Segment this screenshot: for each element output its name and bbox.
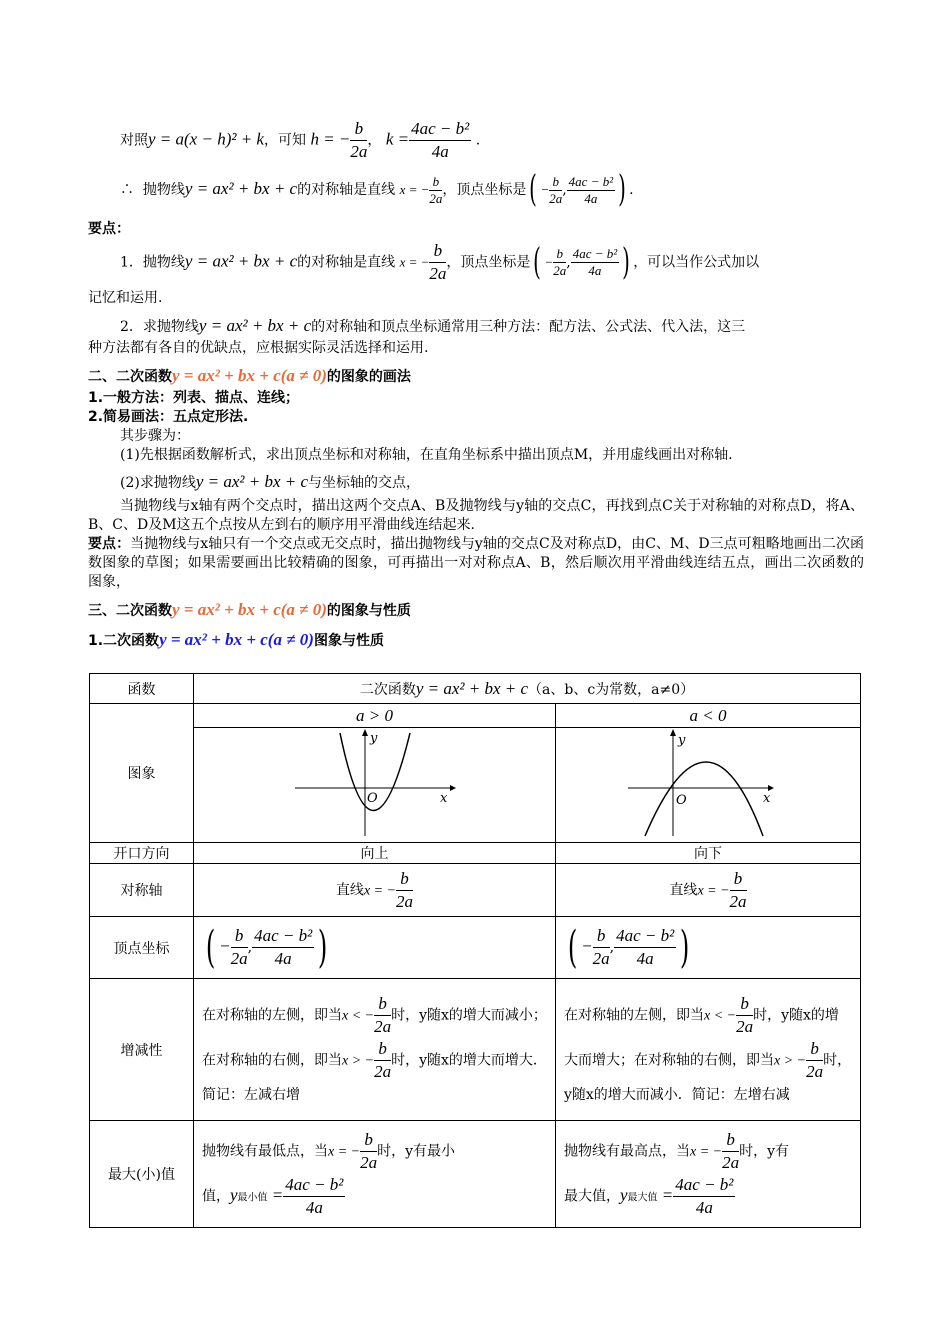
numerator: b xyxy=(549,174,562,191)
extreme-max xyxy=(556,1121,861,1228)
note-label: 要点： xyxy=(88,536,131,552)
denominator: 2a xyxy=(806,1061,824,1081)
therefore-symbol: ∴ xyxy=(120,182,134,198)
text: 的对称轴是直线 xyxy=(297,254,396,271)
text: 时，y随x的增大而减小．简记：左增右减 xyxy=(564,1052,852,1103)
denominator: 2a xyxy=(396,891,414,911)
fraction xyxy=(549,174,562,207)
denominator: 2a xyxy=(722,1153,740,1172)
formula: y = ax² + bx + c xyxy=(184,251,298,271)
numerator: 4ac − b² xyxy=(673,1174,735,1197)
numerator: b xyxy=(374,1038,391,1061)
numerator: b xyxy=(553,246,566,263)
text: 值， xyxy=(202,1188,230,1205)
opening-up: 向上 xyxy=(194,843,556,864)
text: 时，y随x的 xyxy=(391,1007,463,1023)
text: 2．求抛物线 xyxy=(120,319,199,335)
x-label: x xyxy=(439,791,447,806)
denominator: 2a xyxy=(736,1016,754,1036)
numerator: 4ac − b² xyxy=(568,173,614,189)
downward-parabola-graph xyxy=(623,728,793,838)
text: ，顶点坐标是 xyxy=(442,182,527,198)
text: 的图象的画法 xyxy=(326,369,411,385)
text: 最大值， xyxy=(564,1188,620,1205)
text: 增大而减小；在对称轴的右侧，即当 xyxy=(202,1007,547,1068)
denominator: 4a xyxy=(305,1198,323,1217)
function-cell xyxy=(194,674,861,704)
vertex-cell: ( − $\frac{b}{2a}$ , $\frac{\text{4ac − b²}}{4a}$ ) xyxy=(194,917,556,979)
origin-label: O xyxy=(676,793,687,808)
denominator: 4a xyxy=(584,190,598,206)
text: 1.二次函数 xyxy=(88,633,160,649)
graph-upward xyxy=(194,728,556,843)
paren: ( xyxy=(533,241,542,283)
fraction xyxy=(730,868,747,913)
numerator: b xyxy=(806,1038,823,1061)
method-2: 2.简易画法：五点定形法. xyxy=(88,409,249,425)
text: 的对称轴是直线 xyxy=(297,182,396,198)
a-positive-header: a > 0 xyxy=(194,704,556,728)
formula: x = − xyxy=(399,254,430,270)
row-label: 对称轴 xyxy=(90,864,194,917)
denominator: 2a xyxy=(374,1061,392,1081)
numerator: 4ac − b² xyxy=(572,246,618,261)
formula: x = − xyxy=(328,1144,361,1160)
denominator: 2a xyxy=(360,1153,378,1172)
monotonicity-down xyxy=(556,979,861,1121)
fraction xyxy=(806,1038,823,1083)
numerator: b xyxy=(736,993,753,1016)
formula: x < − xyxy=(342,1008,375,1023)
properties-table xyxy=(89,673,861,1228)
text: 时，y随x的增大而增大．简记：左减右增 xyxy=(202,1052,547,1103)
row-label: 函数 xyxy=(90,674,194,704)
denominator: 4a xyxy=(588,263,602,278)
step-2 xyxy=(88,472,896,493)
fraction xyxy=(567,174,615,207)
fraction xyxy=(553,246,566,279)
formula: y xyxy=(230,1185,238,1205)
x-label: x xyxy=(763,791,771,806)
text: 直线 xyxy=(335,882,364,898)
a-negative-header: a < 0 xyxy=(556,704,861,728)
numerator: b xyxy=(350,118,367,141)
note xyxy=(88,535,864,592)
formula: x = − xyxy=(363,883,397,898)
formula: = xyxy=(657,1185,674,1205)
fraction xyxy=(374,1038,391,1083)
vertex-cell: ( − $\frac{b}{2a}$ , $\frac{\text{4ac − b²}}{4a}$ ) xyxy=(556,917,861,979)
denominator: 2a xyxy=(230,949,248,968)
numerator: b xyxy=(360,1129,377,1152)
text: (2)求抛物线 xyxy=(120,475,196,491)
step-1: (1)先根据函数解析式，求出顶点坐标和对称轴，在直角坐标系中描出顶点M，并用虚线画出对称轴. xyxy=(120,447,733,463)
text: 1．抛物线 xyxy=(120,254,185,271)
fraction xyxy=(571,246,619,279)
formula: k = xyxy=(385,129,410,149)
fraction xyxy=(350,118,367,163)
text: 二、二次函数 xyxy=(88,369,172,385)
fraction xyxy=(231,925,248,970)
denominator: 2a xyxy=(429,264,447,283)
denominator: 4a xyxy=(636,949,654,968)
text: . xyxy=(629,182,634,198)
formula: x > − xyxy=(342,1053,375,1068)
text: ，可知 xyxy=(263,132,306,149)
numerator: b xyxy=(593,925,610,948)
formula: y = ax² + bx + c(a ≠ 0) xyxy=(172,600,327,619)
fraction xyxy=(252,925,314,970)
fraction xyxy=(283,1174,345,1219)
text: 图象与性质 xyxy=(313,633,384,649)
axis-cell xyxy=(194,864,556,917)
origin-label: O xyxy=(366,791,378,806)
key-point-1: 1．抛物线y = ax² + bx + c的对称轴是直线 x = − $\frac{b}{2a}$ ，顶点坐标是( − $\frac{b}{2a}$ , $\frac{\text{4ac − b²}}{4a}$ ) ，可以当作公式加以 xyxy=(120,241,760,283)
y-label: y xyxy=(678,733,686,748)
numerator: 4ac − b² xyxy=(614,925,676,948)
axis-cell xyxy=(556,864,861,917)
text: 种方法都有各自的优缺点，应根据实际灵活选择和运用. xyxy=(88,340,429,356)
formula: y = ax² + bx + c xyxy=(184,179,298,198)
denominator: 4a xyxy=(274,949,292,968)
key-points-label: 要点： xyxy=(88,221,130,237)
text: 在对称轴的左侧，即当 xyxy=(564,1007,704,1023)
text: （a、b、c为常数，a≠0） xyxy=(528,681,695,698)
numerator: b xyxy=(231,925,248,948)
denominator: 2a xyxy=(553,263,567,278)
opening-down: 向下 xyxy=(556,843,861,864)
text: 二次函数 xyxy=(359,681,416,698)
formula: y = ax² + bx + c xyxy=(198,316,312,335)
formula: y = ax² + bx + c xyxy=(415,678,529,698)
formula: y = ax² + bx + c(a ≠ 0) xyxy=(159,630,314,649)
formula: y = a(x − h)² + k xyxy=(148,129,264,149)
section-3-heading xyxy=(88,600,864,621)
numerator: b xyxy=(730,868,747,891)
text: 三、二次函数 xyxy=(88,603,172,619)
text: 即当 xyxy=(746,1052,774,1068)
denominator: 2a xyxy=(592,949,610,968)
numerator: 4ac − b² xyxy=(409,118,471,141)
text: 时，y有 xyxy=(739,1143,790,1160)
therefore-line: ∴ 抛物线y = ax² + bx + c的对称轴是直线 x = − $\frac{b}{2a}$ ，顶点坐标是( − $\frac{b}{2a}$ , $\frac{\text{4ac − b²}}{4a}$ ) . xyxy=(120,169,634,210)
fraction xyxy=(429,174,442,207)
text: 直线 xyxy=(669,882,698,898)
text: 抛物线 xyxy=(142,182,185,198)
row-label: 顶点坐标 xyxy=(90,917,194,979)
text: 对照 xyxy=(120,132,148,149)
numerator: b xyxy=(429,174,442,191)
step-2-detail: 当抛物线与x轴有两个交点时，描出这两个交点A、B及抛物线与y轴的交点C，再找到点C关于对称轴的对称点D，将A、B、C、D及M这五个点按从左到右的顺序用平滑曲线连结起来. xyxy=(88,498,864,533)
formula: x = − xyxy=(399,182,430,197)
text: 抛物线有最高点，当 xyxy=(564,1143,690,1160)
fraction xyxy=(736,993,753,1038)
text: ，可以当作公式加以 xyxy=(633,254,760,271)
vertex-derivation-line xyxy=(88,118,896,163)
key-point-2 xyxy=(88,316,896,337)
paren: ) xyxy=(622,241,631,283)
text: ，顶点坐标是 xyxy=(446,254,531,271)
denominator: 4a xyxy=(431,142,449,161)
graph-downward xyxy=(556,728,861,843)
text: 的图象与性质 xyxy=(326,603,411,619)
y-arrow-icon xyxy=(670,729,676,736)
text: 时，y随x的增大而增大；在对称轴的右侧， xyxy=(564,1007,839,1068)
row-label: 最大(小)值 xyxy=(90,1121,194,1228)
text: 当抛物线与x轴只有一个交点或无交点时，描出抛物线与y轴的交点C及对称点D，由C、M、D三点可粗略地画出二次函数图象的草图；如果需要画出比较精确的图象，可再描出一对对称点A、B，然后顺次用平滑曲线连结五点，画出二次函数的图象， xyxy=(88,536,864,590)
extreme-min xyxy=(194,1121,556,1228)
formula: x = − xyxy=(697,883,730,898)
y-arrow-icon xyxy=(362,729,368,736)
fraction xyxy=(396,868,413,913)
formula: h = − xyxy=(310,129,351,149)
formula: = xyxy=(267,1185,284,1205)
paren: ) xyxy=(618,169,627,210)
numerator: b xyxy=(429,240,446,263)
text: 其步骤为： xyxy=(120,428,190,444)
section-2-heading xyxy=(88,366,864,387)
denominator: 2a xyxy=(549,190,563,206)
numerator: b xyxy=(722,1129,739,1152)
text: 与坐标轴的交点， xyxy=(308,475,421,491)
denominator: 2a xyxy=(350,142,368,161)
fraction xyxy=(429,240,446,285)
text: 记忆和运用. xyxy=(88,290,163,306)
denominator: 2a xyxy=(729,891,747,911)
numerator: 4ac − b² xyxy=(283,1174,345,1197)
denominator: 4a xyxy=(695,1198,713,1217)
text: . xyxy=(475,132,481,149)
method-1: 1.一般方法：列表、描点、连线； xyxy=(88,390,300,406)
paren: ( xyxy=(529,169,538,210)
fraction xyxy=(409,118,471,163)
y-label: y xyxy=(369,731,377,746)
denominator: 2a xyxy=(374,1016,392,1036)
fraction xyxy=(374,993,391,1038)
denominator: 2a xyxy=(429,190,443,206)
formula: x < − xyxy=(704,1008,737,1023)
numerator: b xyxy=(396,868,413,891)
formula: y = ax² + bx + c(a ≠ 0) xyxy=(172,366,327,385)
monotonicity-up xyxy=(194,979,556,1121)
x-arrow-icon xyxy=(450,785,456,791)
fraction xyxy=(593,925,610,970)
text: 抛物线有最低点，当 xyxy=(202,1143,328,1160)
text: 时，y有最小 xyxy=(377,1143,456,1160)
fraction xyxy=(360,1129,377,1174)
numerator: b xyxy=(374,993,391,1016)
fraction xyxy=(673,1174,735,1219)
upward-parabola-graph xyxy=(290,728,460,838)
formula: y xyxy=(620,1185,628,1205)
subsection-1-heading xyxy=(88,630,864,651)
row-label: 开口方向 xyxy=(90,843,194,864)
parabola-curve xyxy=(645,762,763,836)
subscript: 最小值 xyxy=(237,1192,268,1204)
fraction xyxy=(614,925,676,970)
text: 的对称轴和顶点坐标通常用三种方法：配方法、公式法、代入法，这三 xyxy=(311,319,746,335)
fraction xyxy=(722,1129,739,1174)
numerator: 4ac − b² xyxy=(252,925,314,948)
text: ， xyxy=(367,132,382,149)
row-label: 图象 xyxy=(90,704,194,843)
formula: x = − xyxy=(690,1144,723,1160)
formula: x > − xyxy=(774,1053,807,1068)
formula: y = ax² + bx + c xyxy=(195,472,309,491)
text: 在对称轴的左侧，即当 xyxy=(202,1007,342,1023)
row-label: 增减性 xyxy=(90,979,194,1121)
subscript: 最大值 xyxy=(627,1192,658,1204)
